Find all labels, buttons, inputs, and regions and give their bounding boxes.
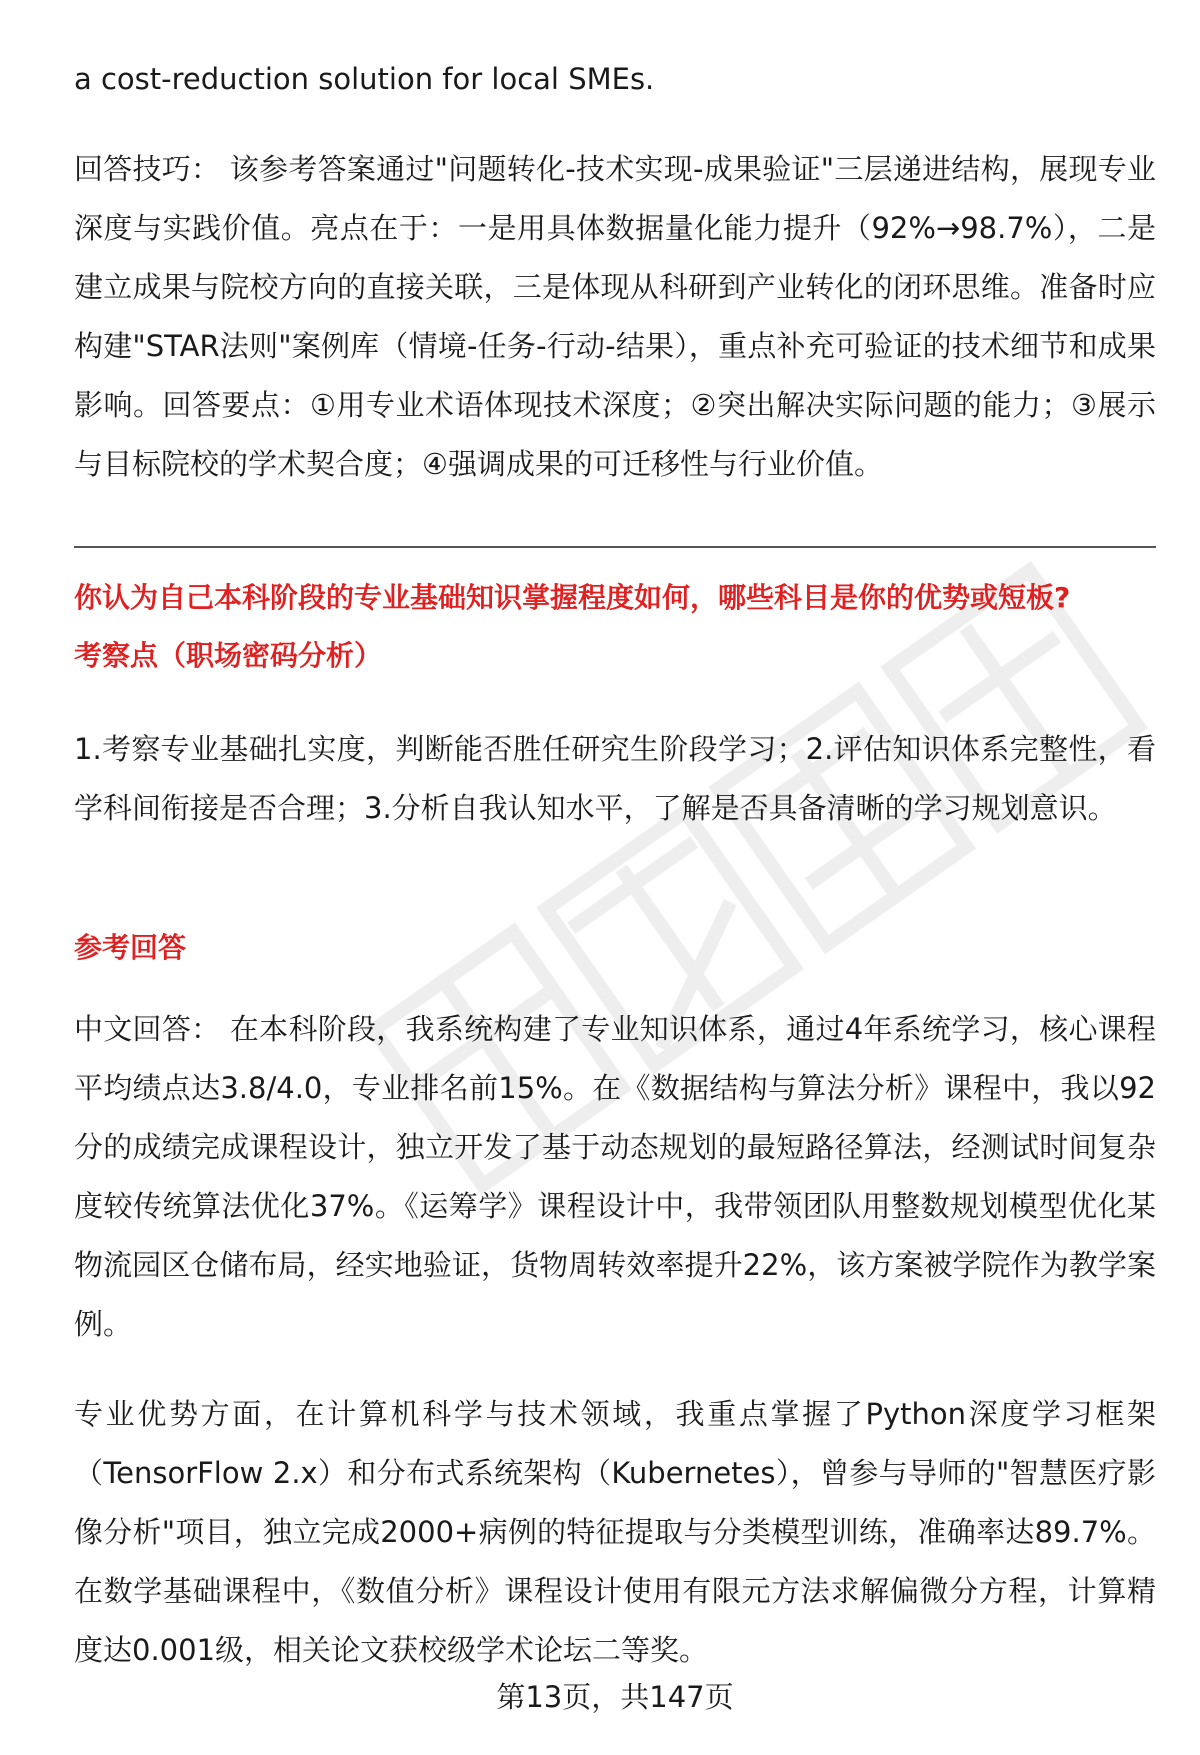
answer-tips-paragraph (74, 140, 1156, 494)
chinese-answer-label: 中文回答： (74, 1012, 221, 1046)
reference-answer-heading: 参考回答 (74, 931, 187, 964)
exam-points-text: 1.考察专业基础扎实度，判断能否胜任研究生阶段学习；2.评估知识体系完整性，看学科间衔接是否合理；3.分析自我认知水平，了解是否具备清晰的学习规划意识。 (74, 732, 1156, 825)
document-page (74, 0, 1156, 1755)
top-fragment: a cost-reduction solution for local SMEs. (74, 62, 655, 96)
answer-tips-text: 该参考答案通过"问题转化-技术实现-成果验证"三层递进结构，展现专业深度与实践价值。亮点在于：一是用具体数据量化能力提升（92%→98.7%），二是建立成果与院校方向的直接关联，三是体现从科研到产业转化的闭环思维。准备时应构建"STAR法则"案例库（情境-任务-行动-结果），重点补充可验证的技术细节和成果影响。回答要点：①用专业术语体现技术深度；②突出解决实际问题的能力；③展示与目标院校的学术契合度；④强调成果的可迁移性与行业价值。 (74, 152, 1156, 481)
reference-answer-paragraph-1 (74, 1000, 1156, 1354)
chinese-answer-text: 在本科阶段，我系统构建了专业知识体系，通过4年系统学习，核心课程平均绩点达3.8/4.0，专业排名前15%。在《数据结构与算法分析》课程中，我以92分的成绩完成课程设计，独立开发了基于动态规划的最短路径算法，经测试时间复杂度较传统算法优化37%。《运筹学》课程设计中，我带领团队用整数规划模型优化某物流园区仓储布局，经实地验证，货物周转效率提升22%，该方案被学院作为教学案例。 (74, 1012, 1156, 1341)
answer-tips-label: 回答技巧： (74, 152, 221, 186)
reference-answer-paragraph-2: 专业优势方面，在计算机科学与技术领域，我重点掌握了Python深度学习框架（TensorFlow 2.x）和分布式系统架构（Kubernetes），曾参与导师的"智慧医疗影像分析"项目，独立完成2000+病例的特征提取与分类模型训练，准确率达89.7%。在数学基础课程中，《数值分析》课程设计使用有限元方法求解偏微分方程，计算精度达0.001级，相关论文获校级学术论坛二等奖。 (74, 1397, 1156, 1667)
question-heading: 你认为自己本科阶段的专业基础知识掌握程度如何，哪些科目是你的优势或短板? (74, 581, 1071, 614)
page-footer: 第13页，共147页 (496, 1680, 734, 1714)
section-divider (74, 546, 1156, 548)
exam-points-heading: 考察点（职场密码分析） (74, 639, 383, 672)
